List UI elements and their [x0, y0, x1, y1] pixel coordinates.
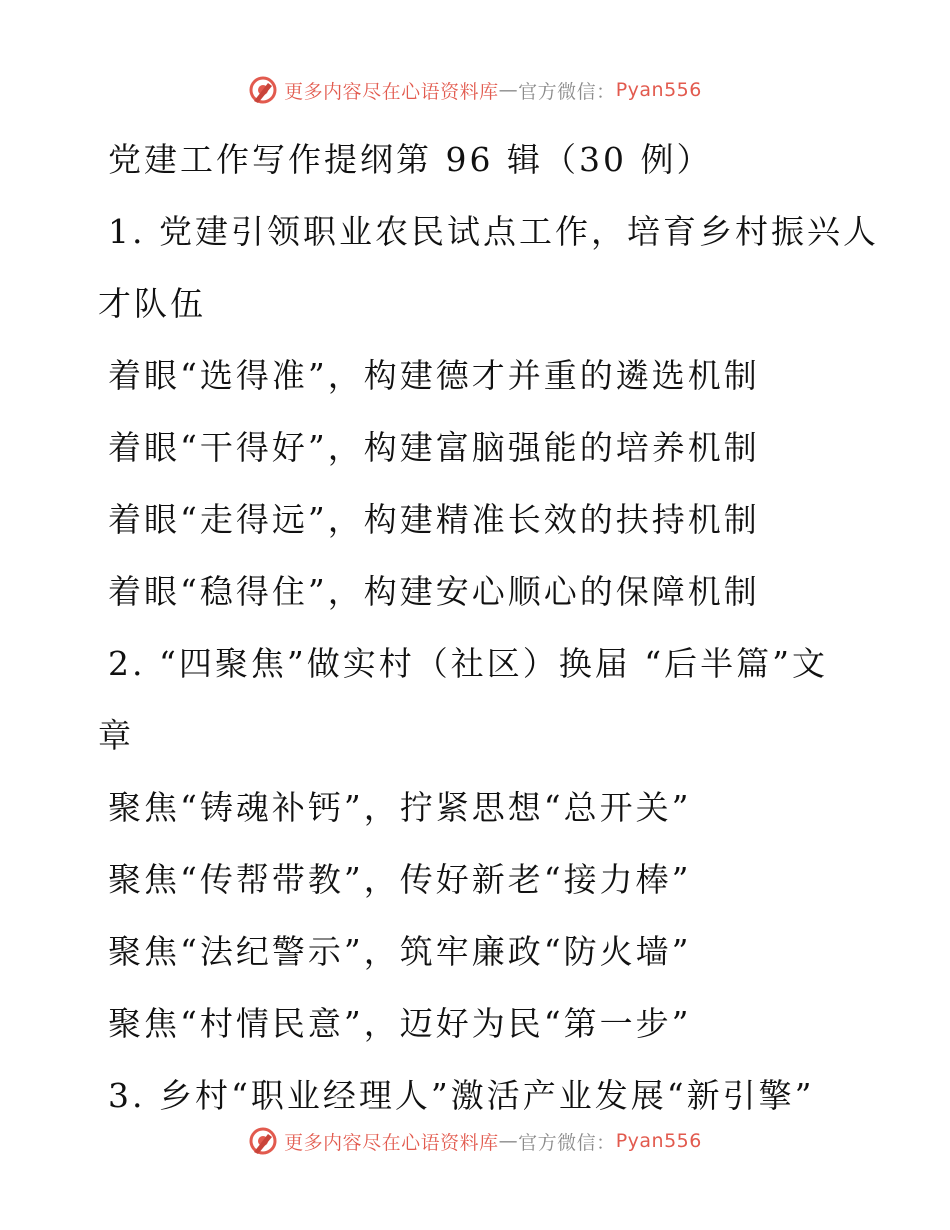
document-line: 聚焦“传帮带教”，传好新老“接力棒” — [108, 860, 692, 899]
document-line: 聚焦“村情民意”，迈好为民“第一步” — [108, 1004, 692, 1043]
document-line: 聚焦“法纪警示”，筑牢廉政“防火墙” — [108, 932, 692, 971]
document-line: 1. 党建引领职业农民试点工作，培育乡村振兴人 — [108, 212, 879, 251]
document-body — [98, 124, 879, 1132]
header-watermark — [0, 70, 950, 110]
document-line: 着眼“干得好”，构建富脑强能的培养机制 — [108, 428, 760, 467]
watermark-text: 更多内容尽在心语资料库 — [284, 80, 499, 103]
document-line: 章 — [98, 716, 134, 755]
document-line: 聚焦“铸魂补钙”，拧紧思想“总开关” — [108, 788, 692, 827]
document-line: 着眼“稳得住”，构建安心顺心的保障机制 — [108, 572, 760, 611]
document-line: 3. 乡村“职业经理人”激活产业发展“新引擎” — [108, 1076, 815, 1115]
watermark-official-label: 官方微信： — [518, 1131, 616, 1154]
document-line: 才队伍 — [98, 284, 206, 323]
document-line: 着眼“选得准”，构建德才并重的遴选机制 — [108, 356, 760, 395]
document-line: 2. “四聚焦”做实村（社区）换届 “后半篇”文 — [108, 644, 828, 683]
watermark-separator: — — [498, 1130, 519, 1152]
logo-pen-icon — [248, 1126, 278, 1156]
watermark-text: 更多内容尽在心语资料库 — [284, 1131, 499, 1154]
document-title: 党建工作写作提纲第 96 辑（30 例） — [108, 140, 713, 179]
watermark-official-label: 官方微信： — [518, 80, 616, 103]
watermark-account: Pyan556 — [615, 79, 702, 101]
watermark-separator: — — [498, 79, 519, 101]
document-line: 着眼“走得远”，构建精准长效的扶持机制 — [108, 500, 760, 539]
watermark-account: Pyan556 — [615, 1130, 702, 1152]
logo-pen-icon — [248, 75, 278, 105]
footer-watermark — [0, 1121, 950, 1161]
